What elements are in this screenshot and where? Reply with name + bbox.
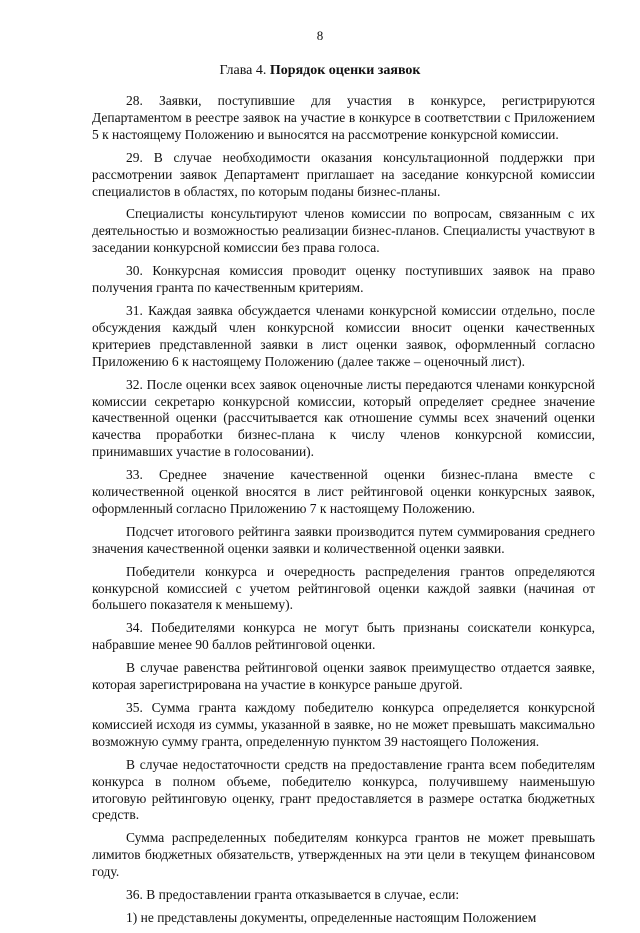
chapter-prefix: Глава 4.: [219, 63, 267, 78]
paragraph: 31. Каждая заявка обсуждается членами конкурсной комиссии отдельно, после обсуждения каждый член конкурсной комиссии вносит оценки качественных критериев представленной заявки в лист оценки заявок, оформленный согласно Приложению 6 к настоящему Положению (далее также – оценочный лист).: [92, 302, 595, 369]
paragraph: 30. Конкурсная комиссия проводит оценку поступивших заявок на право получения гранта по качественным критериям.: [92, 263, 595, 296]
page-number: 8: [316, 28, 324, 43]
paragraph: Сумма распределенных победителям конкурса грантов не может превышать лимитов бюджетных обязательств, утвержденных на эти цели в текущем финансовом году.: [92, 830, 595, 880]
chapter-title: [0, 63, 640, 79]
paragraph: 33. Среднее значение качественной оценки бизнес-плана вместе с количественной оценкой вносятся в лист рейтинговой оценки конкурсных заявок, оформленный согласно Приложению 7 к настоящему Положению.: [92, 467, 595, 516]
paragraph: 28. Заявки, поступившие для участия в конкурсе, регистрируются Департаментом в реестре заявок на участие в конкурсе в соответствии с Приложением 5 к настоящему Положению и выносятся на рассмотрение конкурсной комиссии.: [92, 93, 595, 142]
paragraph: 1) не представлены документы, определенные настоящим Положением: [126, 909, 537, 925]
paragraph: В случае равенства рейтинговой оценки заявок преимущество отдается заявке, которая зарегистрирована на участие в конкурсе раньше другой.: [92, 660, 595, 693]
paragraph: Специалисты консультируют членов комиссии по вопросам, связанным с их деятельностью и возможностью реализации бизнес-планов. Специалисты участвуют в заседании конкурсной комиссии без права голоса.: [92, 206, 595, 256]
paragraph: 36. В предоставлении гранта отказывается в случае, если:: [126, 887, 460, 903]
document-body: [92, 93, 595, 933]
paragraph: Победители конкурса и очередность распределения грантов определяются конкурсной комиссией с учетом рейтинговой оценки каждой заявки (начиная от большего показателя к меньшему).: [92, 563, 595, 613]
paragraph: Подсчет итогового рейтинга заявки производится путем суммирования среднего значения качественной оценки заявки и количественной оценки заявки.: [92, 523, 595, 556]
paragraph: 29. В случае необходимости оказания консультационной поддержки при рассмотрении заявок Департамент приглашает на заседание конкурсной комиссии специалистов в областях, по которым поданы бизнес-планы.: [92, 149, 595, 199]
paragraph: 35. Сумма гранта каждому победителю конкурса определяется конкурсной комиссией исходя из суммы, указанной в заявке, но не может превышать максимально возможную сумму гранта, определенную пунктом 39 настоящего Положения.: [92, 700, 595, 749]
chapter-name: Порядок оценки заявок: [269, 63, 421, 78]
paragraph: 32. После оценки всех заявок оценочные листы передаются членами конкурсной комиссии секретарю конкурсной комиссии, который определяет среднее значение качественной оценки (рассчитывается как отношение суммы всех значений оценки качества проработки бизнес-плана к числу членов конкурсной комиссии, принимавших участие в голосовании).: [92, 376, 595, 460]
paragraph: В случае недостаточности средств на предоставление гранта всем победителям конкурса в полном объеме, победителю конкурса, получившему наименьшую итоговую рейтинговую оценку, грант предоставляется в размере остатка бюджетных средств.: [92, 756, 595, 823]
paragraph: 34. Победителями конкурса не могут быть признаны соискатели конкурса, набравшие менее 90 баллов рейтинговой оценки.: [92, 620, 595, 653]
